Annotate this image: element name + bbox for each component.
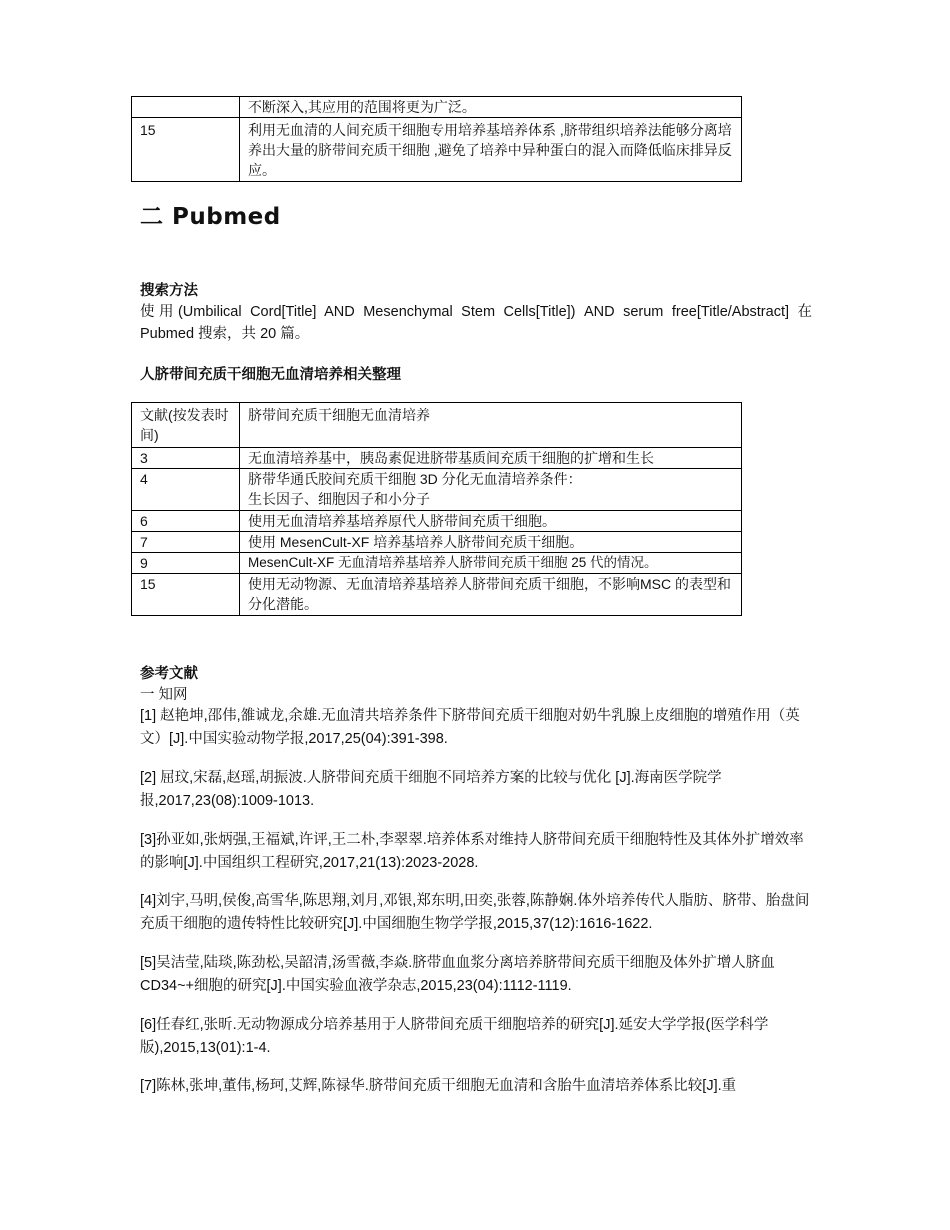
table-row <box>132 553 742 574</box>
table-cell-text: 使用 MesenCult-XF 培养基培养人脐带间充质干细胞。 <box>240 532 742 553</box>
reference-item: [7]陈林,张坤,董伟,杨珂,艾辉,陈禄华.脐带间充质干细胞无血清和含胎牛血清培养体系比较[J].重 <box>140 1078 737 1094</box>
table-cell-line: 生长因子、细胞因子和小分子 <box>248 491 430 507</box>
table-row <box>132 97 742 118</box>
table-cell-num <box>132 97 240 118</box>
table-row <box>132 511 742 532</box>
continued-table <box>131 96 742 182</box>
search-heading: 搜索方法 <box>140 283 198 299</box>
table-header-row <box>132 403 742 448</box>
table-header-num: 文献(按发表时间) <box>132 403 240 448</box>
table-row <box>132 469 742 511</box>
reference-item: [2] 屈玟,宋磊,赵瑶,胡振波.人脐带间充质干细胞不同培养方案的比较与优化 [J].海南医学院学报,2017,23(08):1009-1013. <box>140 770 722 809</box>
table-cell-num: 4 <box>132 469 240 511</box>
table-cell-num: 15 <box>132 118 240 182</box>
table-cell-text: 利用无血清的人间充质干细胞专用培养基培养体系 ,脐带组织培养法能够分离培养出大量的脐带间充质干细胞 ,避免了培养中异种蛋白的混入而降低临床排异反应。 <box>240 118 742 182</box>
table-cell-num: 6 <box>132 511 240 532</box>
reference-item: [5]吴洁莹,陆琰,陈劲松,吴韶清,汤雪薇,李焱.脐带血血浆分离培养脐带间充质干细胞及体外扩增人脐血 CD34~+细胞的研究[J].中国实验血液学杂志,2015,23(04):1112-1119. <box>140 955 775 994</box>
summary-table <box>131 402 742 616</box>
table-row <box>132 118 742 182</box>
reference-item: [3]孙亚如,张炳强,王福斌,许评,王二朴,李翠翠.培养体系对维持人脐带间充质干细胞特性及其体外扩增效率的影响[J].中国组织工程研究,2017,21(13):2023-2028. <box>140 832 804 871</box>
reference-item: [4]刘宇,马明,侯俊,高雪华,陈思翔,刘月,邓银,郑东明,田奕,张蓉,陈静娴.体外培养传代人脂肪、脐带、胎盘间充质干细胞的遗传特性比较研究[J].中国细胞生物学学报,2015,37(12):1616-1622. <box>140 893 810 932</box>
table-row <box>132 532 742 553</box>
table-header-text: 脐带间充质干细胞无血清培养 <box>240 403 742 448</box>
table-cell-num: 7 <box>132 532 240 553</box>
table-row <box>132 448 742 469</box>
table-cell-text: 使用无血清培养基培养原代人脐带间充质干细胞。 <box>240 511 742 532</box>
table-cell-text: 使用无动物源、无血清培养基培养人脐带间充质干细胞，不影响MSC 的表型和分化潜能。 <box>240 574 742 616</box>
table-cell-text: 无血清培养基中，胰岛素促进脐带基质间充质干细胞的扩增和生长 <box>240 448 742 469</box>
reference-item: [1] 赵艳坤,邵伟,雒诚龙,余雄.无血清共培养条件下脐带间充质干细胞对奶牛乳腺上皮细胞的增殖作用（英文）[J].中国实验动物学报,2017,25(04):391-398. <box>140 708 800 747</box>
search-text: 使用(Umbilical Cord[Title] AND Mesenchymal Stem Cells[Title]) AND serum free[Title/Abstract] 在 Pubmed 搜索，共 20 篇。 <box>140 304 812 342</box>
table-cell-num: 3 <box>132 448 240 469</box>
table-cell-line: 脐带华通氏胶间充质干细胞 3D 分化无血清培养条件： <box>248 471 582 487</box>
section-heading: 二 Pubmed <box>140 204 281 230</box>
table-cell-num: 15 <box>132 574 240 616</box>
table-cell-num: 9 <box>132 553 240 574</box>
table-row <box>132 574 742 616</box>
reference-item: [6]任春红,张昕.无动物源成分培养基用于人脐带间充质干细胞培养的研究[J].延安大学学报(医学科学版),2015,13(01):1-4. <box>140 1017 769 1056</box>
references-heading: 参考文献 <box>140 666 198 682</box>
references-subheading: 一 知网 <box>140 687 188 703</box>
table-cell-text: MesenCult-XF 无血清培养基培养人脐带间充质干细胞 25 代的情况。 <box>240 553 742 574</box>
table-cell-text <box>240 469 742 511</box>
table-cell-text: 不断深入,其应用的范围将更为广泛。 <box>240 97 742 118</box>
summary-heading: 人脐带间充质干细胞无血清培养相关整理 <box>140 367 401 383</box>
